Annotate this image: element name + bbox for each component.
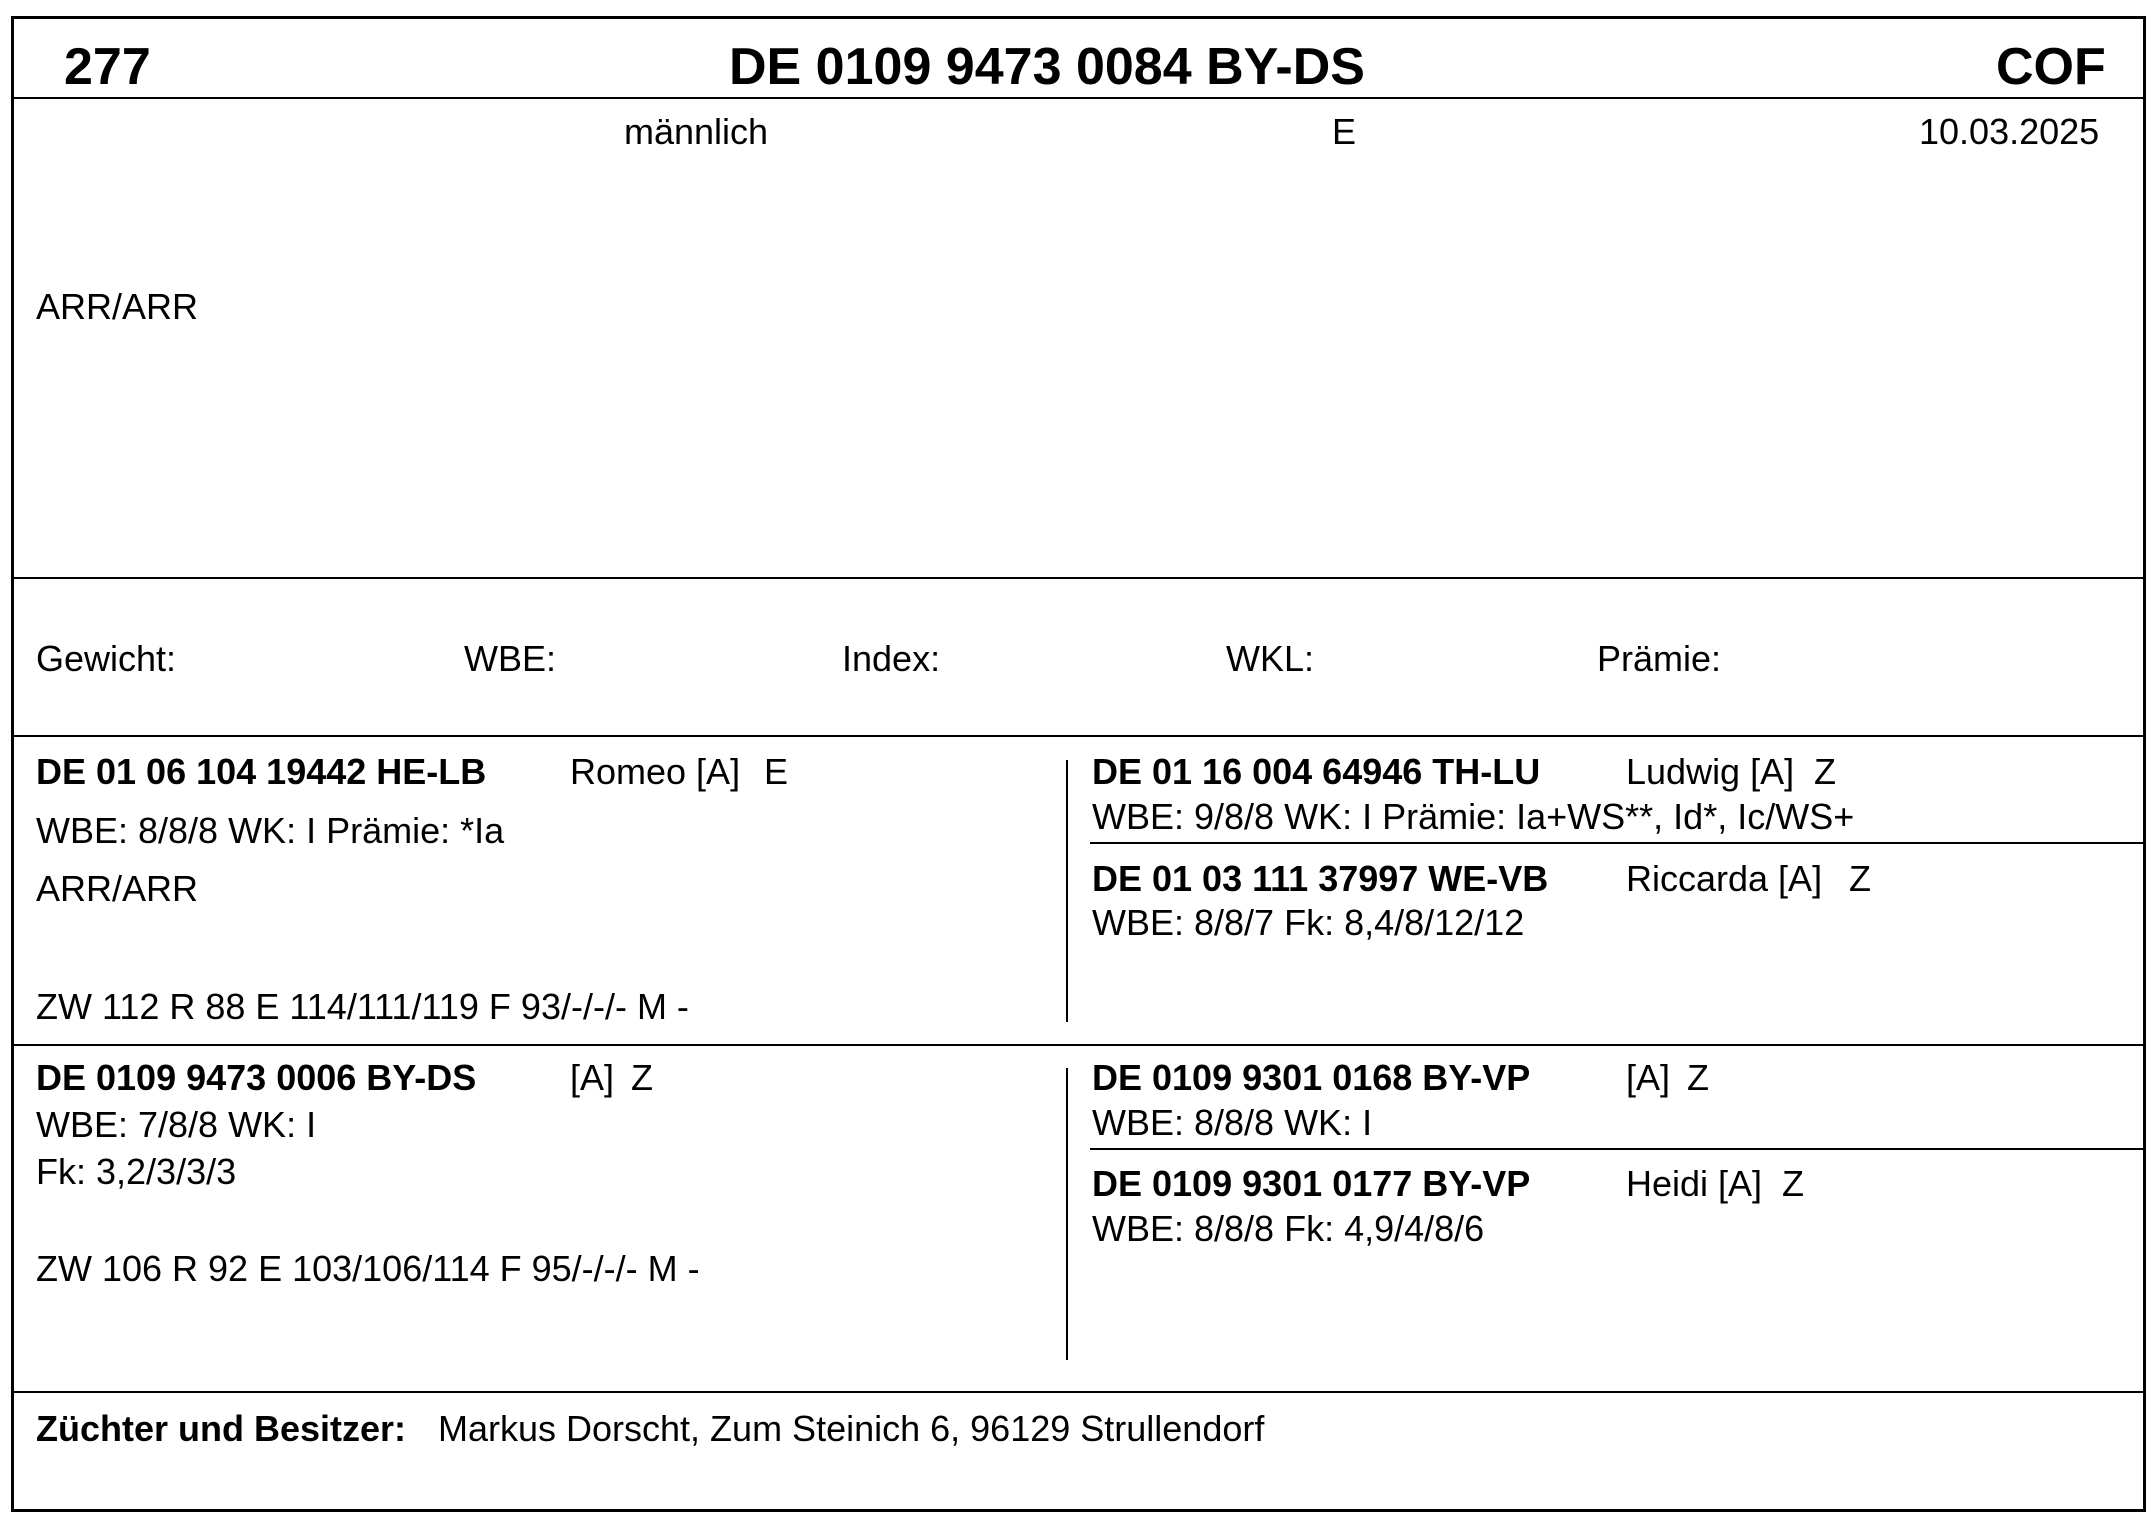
sire-dam-scores: WBE: 8/8/7 Fk: 8,4/8/12/12 xyxy=(1092,902,1525,943)
dam-sire-name: [A] xyxy=(1626,1057,1671,1098)
dam-scores: WBE: 7/8/8 WK: I xyxy=(36,1104,317,1145)
dam-ancestors-divider xyxy=(1066,1068,1068,1360)
sire-dam-id: DE 01 03 111 37997 WE-VB xyxy=(1092,858,1549,899)
animal-id: DE 0109 9473 0084 BY-DS xyxy=(729,38,1365,96)
sire-sire-scores: WBE: 9/8/8 WK: I Prämie: Ia+WS**, Id*, Ic/WS+ xyxy=(1092,796,1855,837)
dam-fertility: Fk: 3,2/3/3/3 xyxy=(36,1151,237,1192)
dam-grade: Z xyxy=(631,1057,653,1098)
dam-breeding-values: ZW 106 R 92 E 103/106/114 F 95/-/-/- M - xyxy=(36,1248,700,1289)
wbe-label: WBE: xyxy=(464,638,557,679)
breeder-value: Markus Dorscht, Zum Steinich 6, 96129 Strullendorf xyxy=(438,1408,1265,1449)
performance-divider xyxy=(14,735,2143,737)
dam-id: DE 0109 9473 0006 BY-DS xyxy=(36,1057,477,1098)
sex-value: männlich xyxy=(624,111,769,152)
dam-sire-grade: Z xyxy=(1687,1057,1709,1098)
sire-dam-name: Riccarda [A] xyxy=(1626,858,1823,899)
breeder-label: Züchter und Besitzer: xyxy=(36,1408,407,1449)
dam-sire-id: DE 0109 9301 0168 BY-VP xyxy=(1092,1057,1531,1098)
dam-dam-name: Heidi [A] xyxy=(1626,1163,1763,1204)
sire-grade: E xyxy=(764,751,789,792)
weight-label: Gewicht: xyxy=(36,638,177,679)
pedigree-card xyxy=(11,16,2146,1512)
dam-sire-scores: WBE: 8/8/8 WK: I xyxy=(1092,1102,1373,1143)
sire-sire-id: DE 01 16 004 64946 TH-LU xyxy=(1092,751,1541,792)
header-divider xyxy=(14,97,2143,99)
dam-dam-grade: Z xyxy=(1782,1163,1804,1204)
index-label: Index: xyxy=(842,638,941,679)
sire-genotype: ARR/ARR xyxy=(36,868,199,909)
praemie-label: Prämie: xyxy=(1597,638,1722,679)
breed-code: COF xyxy=(1996,38,2106,96)
catalog-number: 277 xyxy=(64,38,151,96)
info-divider xyxy=(14,577,2143,579)
date-value: 10.03.2025 xyxy=(1919,111,2100,152)
sire-dam-divider xyxy=(14,1044,2143,1046)
sire-ancestors-divider xyxy=(1066,760,1068,1022)
sire-breeding-values: ZW 112 R 88 E 114/111/119 F 93/-/-/- M - xyxy=(36,986,689,1027)
dam-dam-id: DE 0109 9301 0177 BY-VP xyxy=(1092,1163,1531,1204)
sire-scores: WBE: 8/8/8 WK: I Prämie: *Ia xyxy=(36,810,505,851)
grade-value: E xyxy=(1332,111,1357,152)
dam-name: [A] xyxy=(570,1057,615,1098)
sire-sire-name: Ludwig [A] xyxy=(1626,751,1795,792)
footer-divider xyxy=(14,1391,2143,1393)
sire-id: DE 01 06 104 19442 HE-LB xyxy=(36,751,487,792)
sire-dam-grade: Z xyxy=(1849,858,1871,899)
sire-name: Romeo [A] xyxy=(570,751,741,792)
sire-sire-grade: Z xyxy=(1814,751,1836,792)
dam-dam-scores: WBE: 8/8/8 Fk: 4,9/4/8/6 xyxy=(1092,1208,1485,1249)
dam-ancestors-split xyxy=(1090,1148,2143,1150)
genotype-value: ARR/ARR xyxy=(36,286,199,327)
sire-ancestors-split xyxy=(1090,842,2143,844)
wkl-label: WKL: xyxy=(1226,638,1315,679)
